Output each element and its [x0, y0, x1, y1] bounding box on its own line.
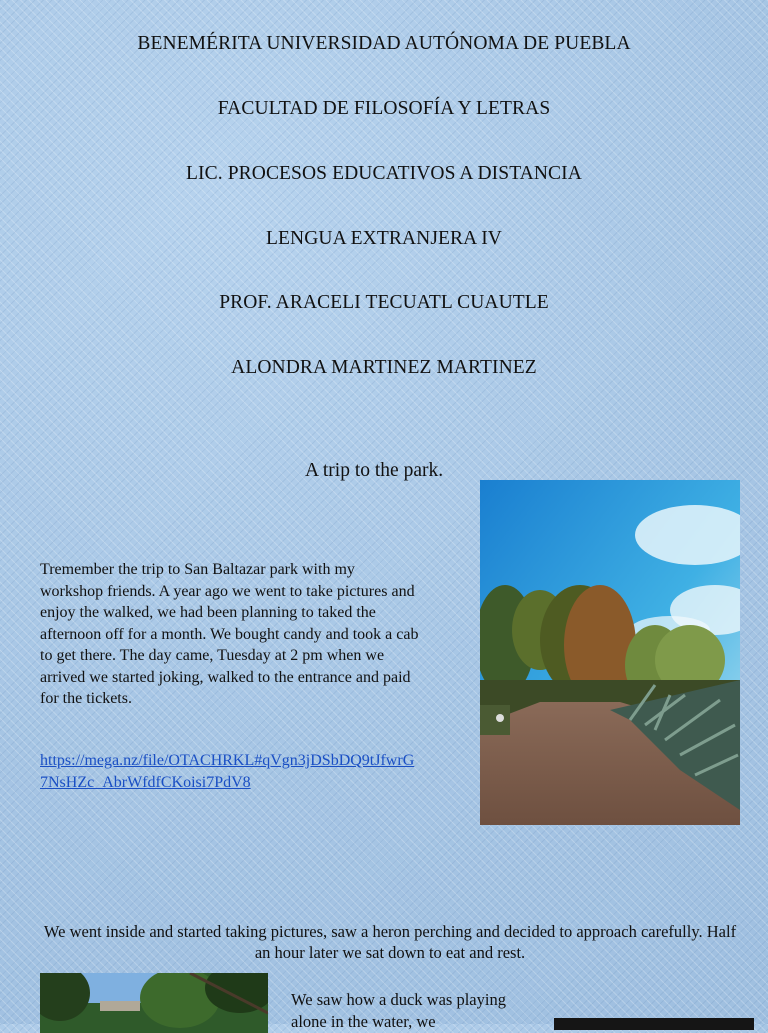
story-paragraph-2: We went inside and started taking pictures, saw a heron perching and decided to approach carefully. Half an hour later we sat down to eat and rest.	[43, 922, 737, 962]
story-paragraph-1: Tremember the trip to San Baltazar park with my workshop friends. A year ago we went to take pictures and enjoy the walked, we had been planning to taked the afternoon off for a month. We bought candy and took a cab to get there. The day came, Tuesday at 2 pm when we arrived we started joking, walked to the entrance and paid for the tickets.	[40, 561, 419, 707]
header-student: ALONDRA MARTINEZ MARTINEZ	[231, 357, 537, 378]
header-professor: PROF. ARACELI TECUATL CUAUTLE	[219, 292, 549, 313]
header-course: LENGUA EXTRANJERA IV	[266, 228, 502, 249]
duck-photo	[554, 1018, 754, 1030]
mega-link[interactable]: https://mega.nz/file/OTACHRKL#qVgn3jDSbDQ9tJfwrG7NsHZc_AbrWfdfCKoisi7PdV8	[40, 752, 415, 791]
park-path-photo	[480, 480, 740, 825]
header-program: LIC. PROCESOS EDUCATIVOS A DISTANCIA	[186, 163, 582, 184]
story-paragraph-3: We saw how a duck was playing alone in the water, we	[291, 990, 506, 1031]
story-title: A trip to the park.	[305, 460, 444, 481]
header-faculty: FACULTAD DE FILOSOFÍA Y LETRAS	[217, 98, 551, 119]
trees-photo	[40, 973, 268, 1033]
header-university: BENEMÉRITA UNIVERSIDAD AUTÓNOMA DE PUEBLA	[137, 33, 631, 54]
